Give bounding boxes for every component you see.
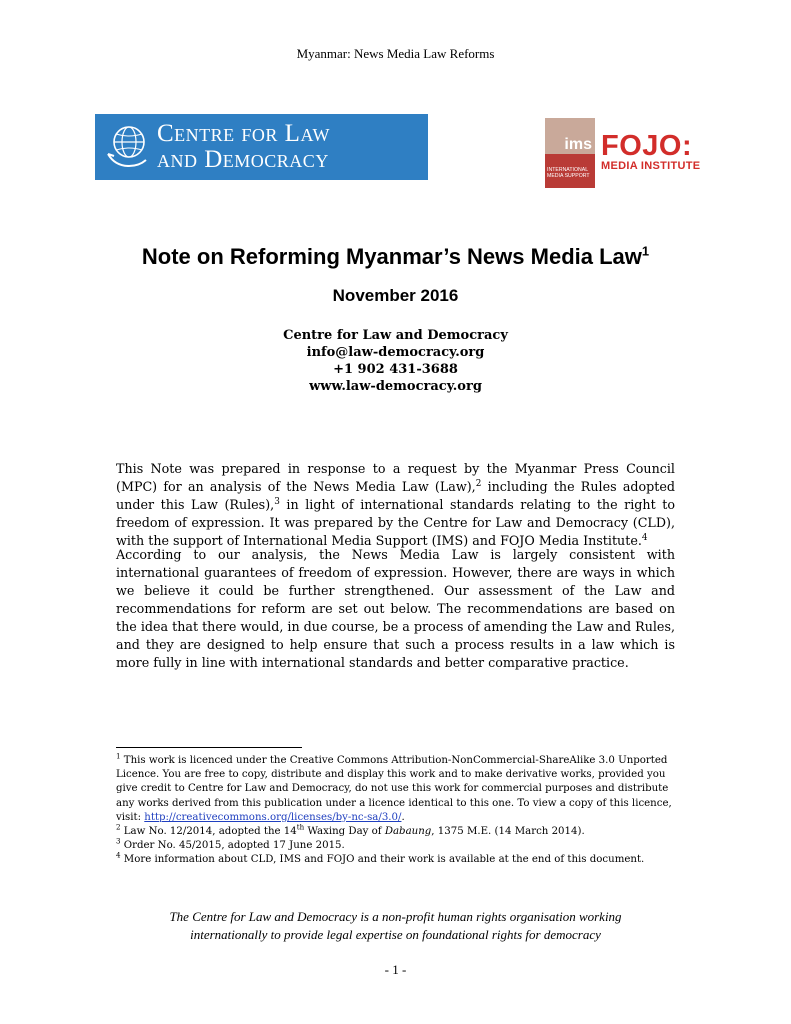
footnote-2-part-c: , 1375 M.E. (14 March 2014). (431, 826, 585, 838)
cld-logo (95, 114, 428, 180)
footnote-4 (116, 853, 675, 867)
footnote-1 (116, 751, 675, 825)
footnote-ref-4: 4 (641, 532, 648, 543)
cld-logo-line2: and Democracy (157, 146, 329, 173)
license-link[interactable]: http://creativecommons.org/licenses/by-nc-sa/3.0/ (144, 811, 402, 823)
fojo-logo (601, 132, 701, 172)
ims-logo-subtitle (545, 154, 595, 188)
footnote-2 (116, 822, 675, 839)
footnote-2-ordinal: th (296, 822, 305, 832)
footnote-2-part-a: Law No. 12/2014, adopted the 14 (120, 826, 297, 838)
footnote-2-number: 2 (116, 822, 121, 832)
footnote-1-end: . (401, 811, 405, 823)
footnote-4-number: 4 (116, 851, 121, 861)
cld-logo-line1: Centre for Law (157, 120, 330, 147)
ims-logo-line2: MEDIA SUPPORT (547, 173, 590, 179)
document-date: November 2016 (332, 286, 459, 305)
ims-logo-abbr: ims (545, 118, 595, 154)
contact-block (0, 327, 791, 395)
footnote-ref-2: 2 (475, 478, 482, 489)
ims-logo (545, 118, 595, 188)
footnote-2-part-b: Waxing Day of (304, 826, 385, 838)
title-footnote-ref: 1 (641, 243, 650, 259)
p1-part-a: This Note was prepared in response to a request by the Myanmar Press Council (MPC) for an analysis of the News Media Law (Law), (116, 461, 675, 494)
contact-email: info@law-democracy.org (306, 345, 485, 360)
contact-website: www.law-democracy.org (309, 379, 482, 394)
footnote-3 (116, 836, 675, 853)
cld-logo-text (157, 121, 330, 173)
contact-phone: +1 902 431-3688 (333, 362, 458, 377)
footnote-separator (116, 747, 302, 748)
footnote-3-number: 3 (116, 836, 121, 846)
footnote-3-text: Order No. 45/2015, adopted 17 June 2015. (120, 840, 345, 852)
organisation-note (0, 908, 791, 944)
organisation-note-line2: internationally to provide legal expertise on foundational rights for democracy (190, 927, 601, 942)
fojo-logo-title: FOJO: (601, 130, 693, 162)
footnote-4-text: More information about CLD, IMS and FOJO and their work is available at the end of this document. (120, 854, 645, 866)
footnote-2-italic: Dabaung (384, 826, 432, 838)
organisation-note-line1: The Centre for Law and Democracy is a non-profit human rights organisation working (169, 909, 622, 924)
fojo-logo-subtitle: MEDIA INSTITUTE (601, 160, 701, 172)
footnote-1-number: 1 (116, 751, 121, 761)
running-header: Myanmar: News Media Law Reforms (296, 46, 495, 61)
document-title-text: Note on Reforming Myanmar’s News Media Law (141, 244, 642, 269)
footnote-1-text: This work is licenced under the Creative Commons Attribution-NonCommercial-ShareAlike 3.0 Unported Licence. You are free to copy, distribute and display this work and to make derivative works, provided you give credit to Centre for Law and Democracy, do not use this work for commercial purposes and distribute any works derived from this publication under a licence identical to this one. To view a copy of this licence, visit: (116, 755, 672, 823)
ims-logo-line1: INTERNATIONAL (547, 167, 589, 173)
footnote-ref-3: 3 (274, 496, 280, 507)
page-number: - 1 - (384, 962, 407, 977)
contact-org: Centre for Law and Democracy (283, 328, 508, 343)
p1-part-b: including the Rules adopted under this Law (Rules), (116, 479, 675, 512)
footnotes (116, 751, 675, 868)
body-paragraph-2: According to our analysis, the News Media Law is largely consistent with international guarantees of freedom of expression. However, there are ways in which we believe it could be further strengthened. Our assessment of the Law and recommendations for reform are set out below. The recommendations are based on the idea that there would, in due course, be a process of amending the Law and Rules, and they are designed to help ensure that such a process results in a law which is more fully in line with international standards and better comparative practice. (116, 547, 675, 670)
document-title (0, 244, 791, 270)
globe-in-hands-icon (105, 122, 149, 172)
body-paragraph-1 (116, 460, 675, 550)
p1-part-c: in light of international standards relating to the right to freedom of expression. It was prepared by the Centre for Law and Democracy (CLD), with the support of International Media Support (IMS) and FOJO Media Institute. (116, 497, 676, 548)
